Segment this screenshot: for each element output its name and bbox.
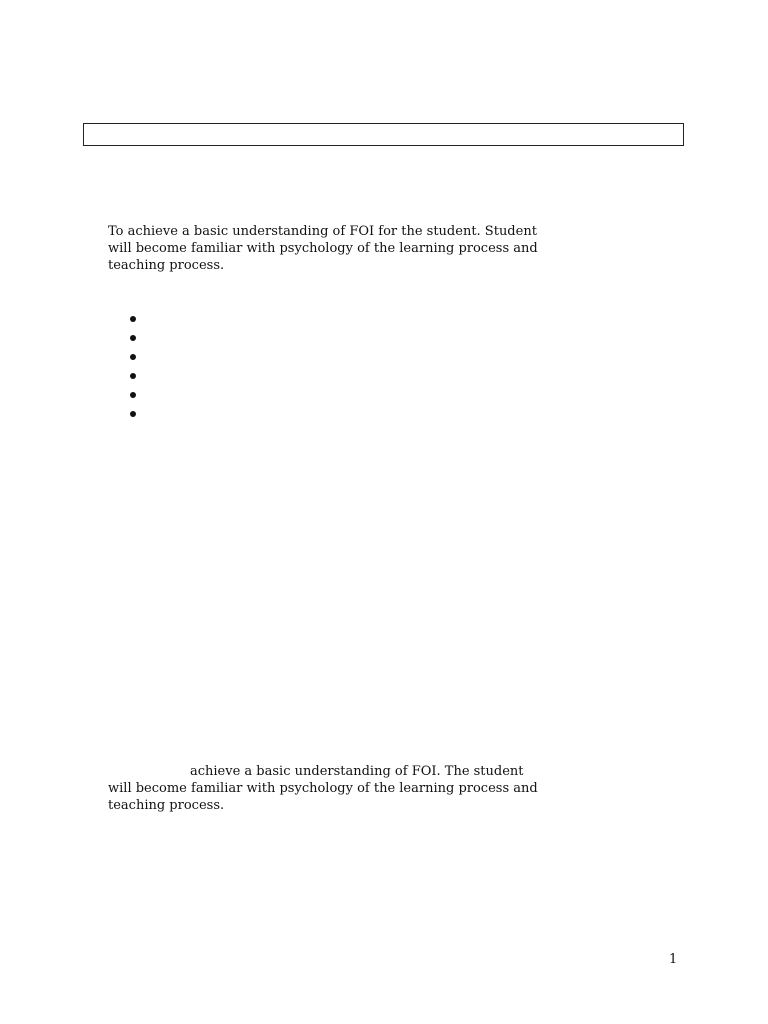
objective-line: teaching process. [108,258,225,273]
bullet-icon [130,392,136,398]
bullet-icon [130,354,136,360]
bullet-icon [130,373,136,379]
bullet-icon [130,316,136,322]
objective-paragraph [108,223,538,274]
title-box [83,123,684,146]
completion-line: will become familiar with psychology of the learning process and [108,781,538,796]
page-number: 1 [669,952,678,967]
objective-line: To achieve a basic understanding of FOI for the student. Student [108,224,537,239]
completion-line: teaching process. [108,798,225,813]
objective-line: will become familiar with psychology of the learning process and [108,241,538,256]
completion-paragraph [108,763,538,814]
bullet-icon [130,335,136,341]
bullet-icon [130,411,136,417]
completion-line: achieve a basic understanding of FOI. The student [190,764,524,779]
